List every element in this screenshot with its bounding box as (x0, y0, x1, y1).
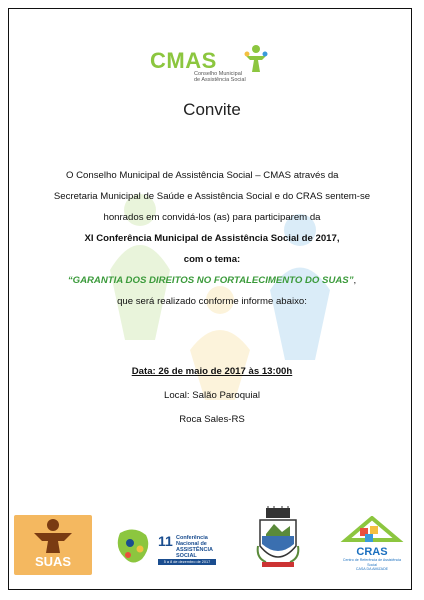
cras-subtitle (340, 558, 404, 572)
theme-intro: com o tema: (183, 254, 241, 265)
conference-title-line3: ASSISTÊNCIA SOCIAL (176, 547, 213, 559)
body-line-2: Secretaria Municipal de Saúde e Assistência Social e do CRAS sentem-se (53, 191, 371, 202)
cmas-subtitle-line2: de Assistência Social (194, 77, 246, 83)
cras-subtitle-line1: Centro de Referência de Assistência Social (342, 558, 402, 567)
municipal-coat-of-arms (256, 506, 300, 570)
invitation-body (30, 165, 394, 312)
suas-label: SUAS (34, 554, 72, 569)
conference-title-line2: Nacional de (176, 541, 207, 547)
theme-line (30, 270, 394, 291)
conference-map-icon (112, 525, 156, 569)
cras-subtitle-line2: CASA DA AMIZADE (355, 567, 389, 571)
cras-label: CRAS (356, 546, 388, 558)
event-local: Local: Salão Paroquial (163, 390, 260, 401)
cmas-people-icon (242, 44, 270, 74)
theme-tail: , (353, 275, 357, 286)
conference-number: 11 (158, 533, 173, 549)
conference-logo (112, 525, 222, 571)
conference-date: 5 a 8 de dezembro de 2017 (158, 559, 216, 565)
conference-name: XI Conferência Municipal de Assistência Social de 2017, (84, 233, 340, 244)
suas-logo (14, 515, 92, 575)
event-city: Roca Sales-RS (179, 414, 245, 425)
body-line-3: honrados em convidá-los (as) para participarem da (103, 212, 321, 223)
suas-people-icon (14, 515, 92, 555)
conference-title-line1: Conferência (176, 535, 208, 541)
page-title: Convite (183, 100, 241, 119)
event-date: Data: 26 de maio de 2017 às 13:00h (131, 366, 293, 377)
cras-logo (340, 516, 404, 572)
theme-text: “GARANTIA DOS DIREITOS NO FORTALECIMENTO DO SUAS” (67, 275, 354, 286)
cmas-logo-word: CMAS (150, 48, 217, 73)
cmas-logo (150, 44, 280, 84)
cras-house-icon (340, 516, 404, 546)
body-line-7: que será realizado conforme informe abaixo: (117, 296, 307, 307)
cmas-subtitle-line1: Conselho Municipal (194, 71, 242, 77)
body-line-1: O Conselho Municipal de Assistência Social – CMAS através da (66, 170, 339, 181)
conference-title (176, 535, 222, 559)
